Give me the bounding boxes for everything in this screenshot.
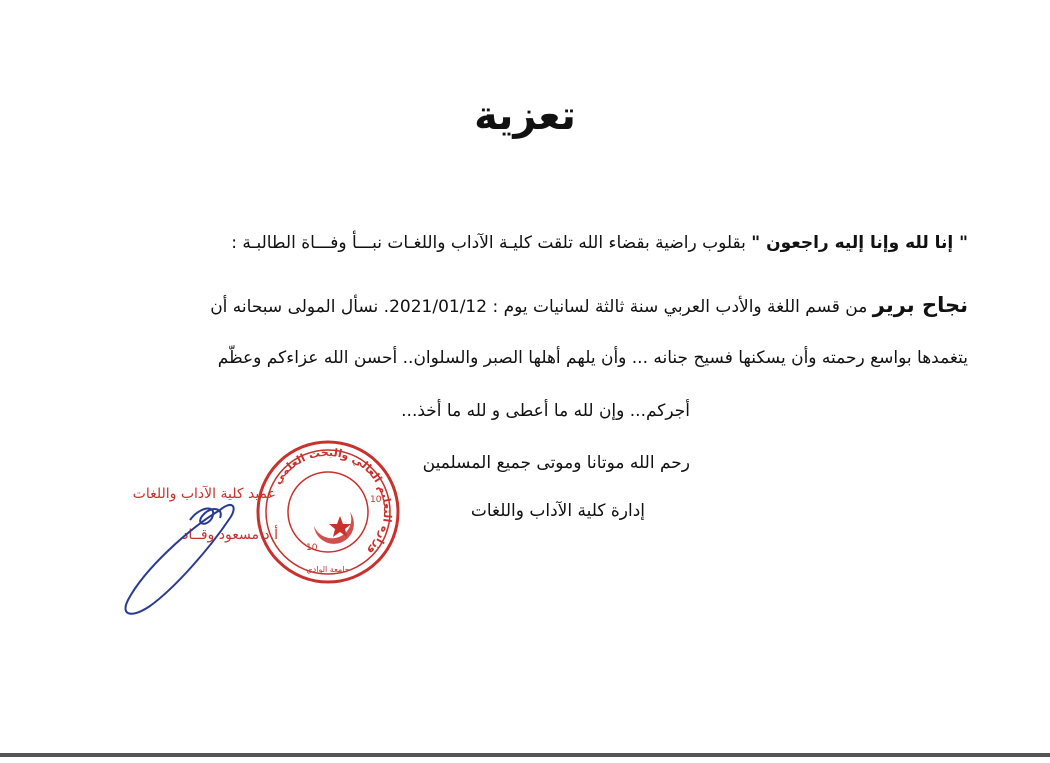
svg-text:10: 10 xyxy=(370,495,382,505)
text-line-1 xyxy=(231,228,968,258)
svg-text:جامعة الوادي: جامعة الوادي xyxy=(306,565,350,574)
dean-title: عميد كلية الآداب واللغات xyxy=(132,486,276,502)
text-line-4: أجركم... وإن لله ما أعطى و لله ما أخذ... xyxy=(401,401,690,421)
svg-text:وزارة التعليم العالي والبحث ال: وزارة التعليم العالي والبحث العلمي xyxy=(270,445,395,558)
dean-name: أ.د مسعود وقــاد xyxy=(182,527,278,543)
handwritten-signature xyxy=(120,488,260,618)
administration-signoff: إدارة كلية الآداب واللغات xyxy=(470,501,645,521)
quran-quote: " إنا لله وإنا إليه راجعون " xyxy=(751,233,968,253)
official-stamp xyxy=(254,438,402,586)
page-title: تعزية xyxy=(474,93,576,139)
svg-text:10: 10 xyxy=(306,543,318,553)
text-line-2-rest: من قسم اللغة والأدب العربي سنة ثالثة لسانيات يوم : 2021/01/12. نسأل المولى سبحانه أن xyxy=(210,297,873,317)
text-line-1-rest: بقلوب راضية بقضاء الله تلقت كليـة الآداب واللغـات نبـــأ وفـــاة الطالبـة : xyxy=(231,233,752,253)
text-line-5: رحم الله موتانا وموتى جميع المسلمين xyxy=(422,453,690,473)
text-line-2 xyxy=(210,290,968,322)
student-name: نجاح برير xyxy=(872,293,968,317)
text-line-3: يتغمدها بواسع رحمته وأن يسكنها فسيح جنانه ... وأن يلهم أهلها الصبر والسلوان.. أحسن الله عزاءكم وعظّم xyxy=(217,348,968,368)
bottom-border xyxy=(0,753,1050,757)
